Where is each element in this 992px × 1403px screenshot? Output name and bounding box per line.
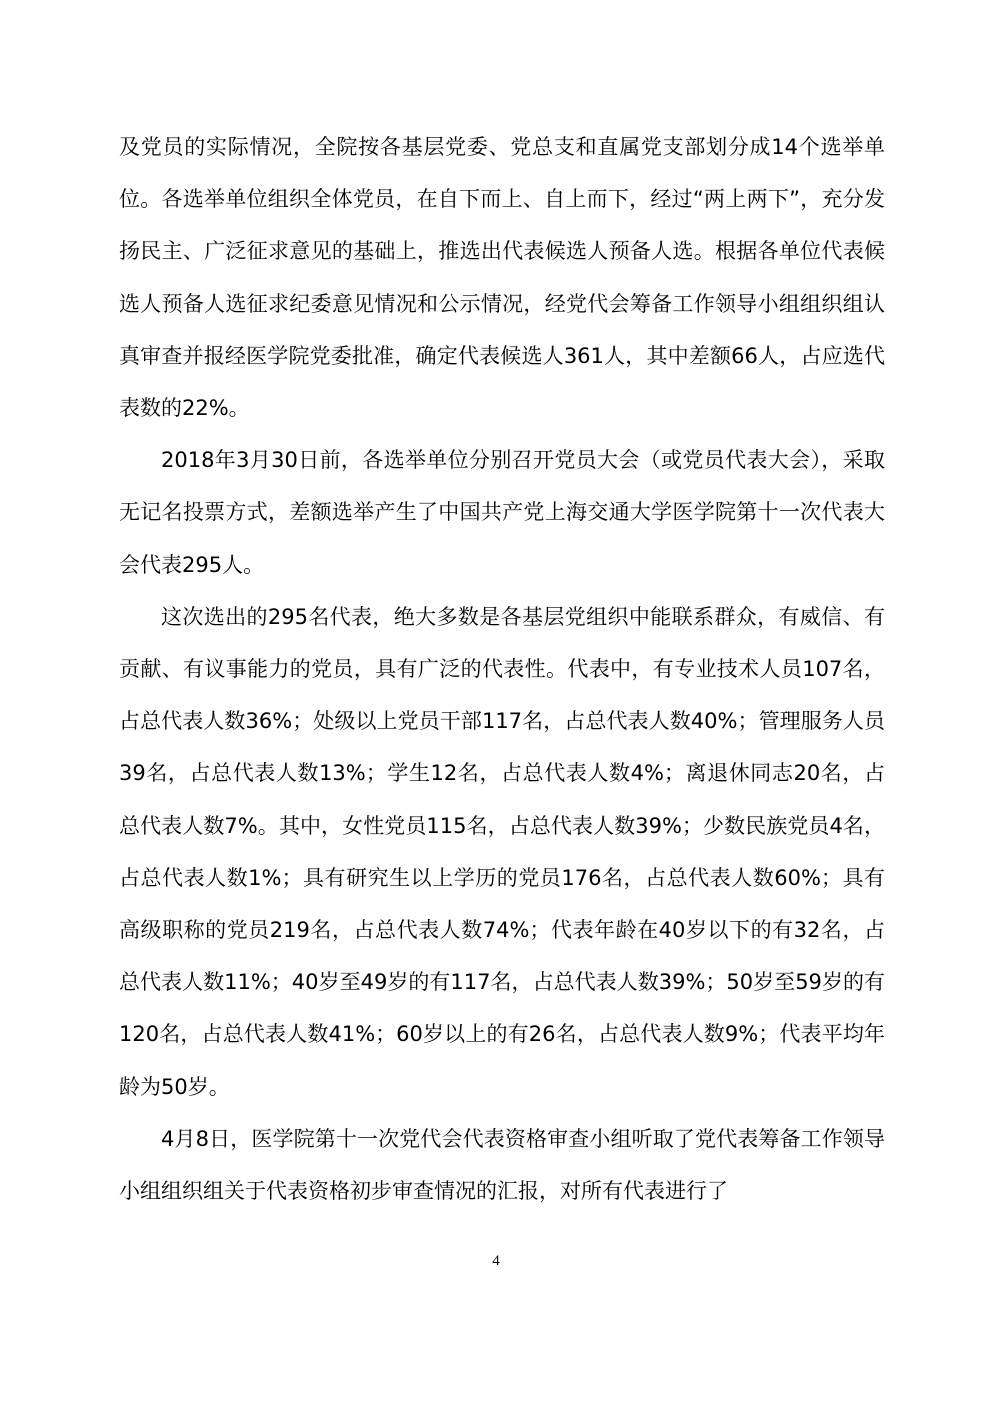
page-number: 4 xyxy=(492,1253,500,1269)
paragraph-3: 这次选出的295名代表，绝大多数是各基层党组织中能联系群众，有威信、有贡献、有议事能力的党员，具有广泛的代表性。代表中，有专业技术人员107名，占总代表人数36%；处级以上党员干部117名，占总代表人数40%；管理服务人员39名，占总代表人数13%；学生12名，占总代表人数4%；离退休同志20名，占总代表人数7%。其中，女性党员115名，占总代表人数39%；少数民族党员4名，占总代表人数1%；具有研究生以上学历的党员176名，占总代表人数60%；具有高级职称的党员219名，占总代表人数74%；代表年龄在40岁以下的有32名，占总代表人数11%；40岁至49岁的有117名，占总代表人数39%；50岁至59岁的有120名，占总代表人数41%；60岁以上的有26名，占总代表人数9%；代表平均年龄为50岁。 xyxy=(119,604,885,1099)
paragraph-2: 2018年3月30日前，各选举单位分别召开党员大会（或党员代表大会），采取无记名投票方式，差额选举产生了中国共产党上海交通大学医学院第十一次代表大会代表295人。 xyxy=(119,448,885,577)
paragraph-1: 及党员的实际情况，全院按各基层党委、党总支和直属党支部划分成14个选举单位。各选举单位组织全体党员，在自下而上、自上而下，经过“两上两下”，充分发扬民主、广泛征求意见的基础上，推选出代表候选人预备人选。根据各单位代表候选人预备人选征求纪委意见情况和公示情况，经党代会筹备工作领导小组组织组认真审查并报经医学院党委批准，确定代表候选人361人，其中差额66人，占应选代表数的22%。 xyxy=(119,135,885,421)
paragraph-4: 4月8日，医学院第十一次党代会代表资格审查小组听取了党代表筹备工作领导小组组织组关于代表资格初步审查情况的汇报，对所有代表进行了 xyxy=(119,1126,885,1204)
document-body xyxy=(119,121,885,1217)
